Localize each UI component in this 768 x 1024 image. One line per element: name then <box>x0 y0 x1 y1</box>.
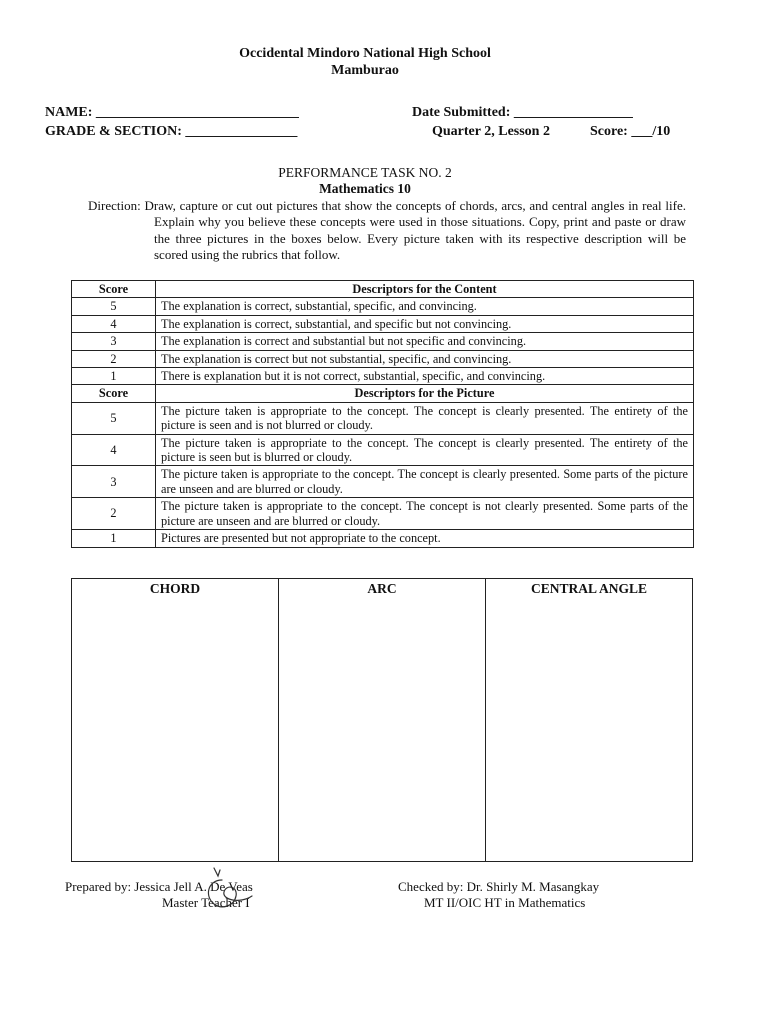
score-field: Score: ___/10 <box>590 124 671 139</box>
task-title: PERFORMANCE TASK NO. 2 <box>278 165 452 180</box>
school-name: Occidental Mindoro National High School <box>239 46 491 61</box>
table-row <box>72 315 694 332</box>
grade-section-field: GRADE & SECTION: ________________ <box>45 124 298 139</box>
descriptor-cell: The explanation is correct but not substantial, specific, and convincing. <box>156 350 694 367</box>
table-row <box>72 530 694 547</box>
arc-box <box>279 579 486 861</box>
central-angle-box <box>486 579 692 861</box>
table-row <box>72 466 694 498</box>
score-cell: 2 <box>72 498 156 530</box>
score-cell: 5 <box>72 298 156 315</box>
subject-title: Mathematics 10 <box>319 181 411 196</box>
descriptor-cell: The explanation is correct and substantial but not specific and convincing. <box>156 333 694 350</box>
checked-by-title: MT II/OIC HT in Mathematics <box>424 895 586 910</box>
date-submitted-field: Date Submitted: _________________ <box>412 105 633 120</box>
prepared-by-title: Master Teacher I <box>162 895 250 910</box>
score-cell: 2 <box>72 350 156 367</box>
descriptor-cell: The explanation is correct, substantial, specific, and convincing. <box>156 298 694 315</box>
table-row <box>72 368 694 385</box>
central-angle-label: CENTRAL ANGLE <box>531 581 647 596</box>
content-header-row <box>72 281 694 298</box>
quarter-lesson: Quarter 2, Lesson 2 <box>432 124 550 139</box>
chord-label: CHORD <box>149 581 201 596</box>
descriptor-cell: The picture taken is appropriate to the concept. The concept is not clearly presented. Some parts of the picture are unseen and are blurred or cloudy. <box>156 498 694 530</box>
score-cell: 4 <box>72 315 156 332</box>
table-row <box>72 333 694 350</box>
table-row <box>72 350 694 367</box>
rubric-table <box>71 280 694 548</box>
table-row <box>72 434 694 466</box>
picture-header-row <box>72 385 694 402</box>
descriptor-cell: The picture taken is appropriate to the concept. The concept is clearly presented. Some parts of the picture are unseen and are blurred or cloudy. <box>156 466 694 498</box>
direction-block <box>88 198 686 264</box>
picture-descriptor-header: Descriptors for the Picture <box>156 385 694 402</box>
table-row <box>72 402 694 434</box>
score-cell: 3 <box>72 333 156 350</box>
score-cell: 1 <box>72 530 156 547</box>
table-row <box>72 298 694 315</box>
arc-label: ARC <box>367 581 397 596</box>
score-header: Score <box>72 281 156 298</box>
descriptor-cell: The explanation is correct, substantial, and specific but not convincing. <box>156 315 694 332</box>
chord-box <box>72 579 279 861</box>
direction-text: Draw, capture or cut out pictures that show the concepts of chords, arcs, and central angles in real life. Explain why you believe these concepts were used in those situations. Copy, print and paste or draw the three pictures in the boxes below. Every picture taken with its respective description will be scored using the rubrics that follow. <box>144 198 686 263</box>
content-descriptor-header: Descriptors for the Content <box>156 281 694 298</box>
school-town: Mamburao <box>331 63 399 78</box>
table-row <box>72 498 694 530</box>
signature-scribble <box>200 866 260 912</box>
direction-label: Direction: <box>88 198 141 213</box>
score-cell: 1 <box>72 368 156 385</box>
descriptor-cell: There is explanation but it is not correct, substantial, specific, and convincing. <box>156 368 694 385</box>
name-field: NAME: _____________________________ <box>45 105 299 120</box>
score-cell: 5 <box>72 402 156 434</box>
picture-boxes <box>71 578 693 862</box>
score-cell: 3 <box>72 466 156 498</box>
descriptor-cell: The picture taken is appropriate to the concept. The concept is clearly presented. The entirety of the picture is seen but is blurred or cloudy. <box>156 434 694 466</box>
score-header: Score <box>72 385 156 402</box>
descriptor-cell: Pictures are presented but not appropriate to the concept. <box>156 530 694 547</box>
descriptor-cell: The picture taken is appropriate to the concept. The concept is clearly presented. The entirety of the picture is seen and is not blurred or cloudy. <box>156 402 694 434</box>
prepared-by: Prepared by: Jessica Jell A. De Veas <box>65 879 253 894</box>
checked-by: Checked by: Dr. Shirly M. Masangkay <box>398 879 600 894</box>
score-cell: 4 <box>72 434 156 466</box>
